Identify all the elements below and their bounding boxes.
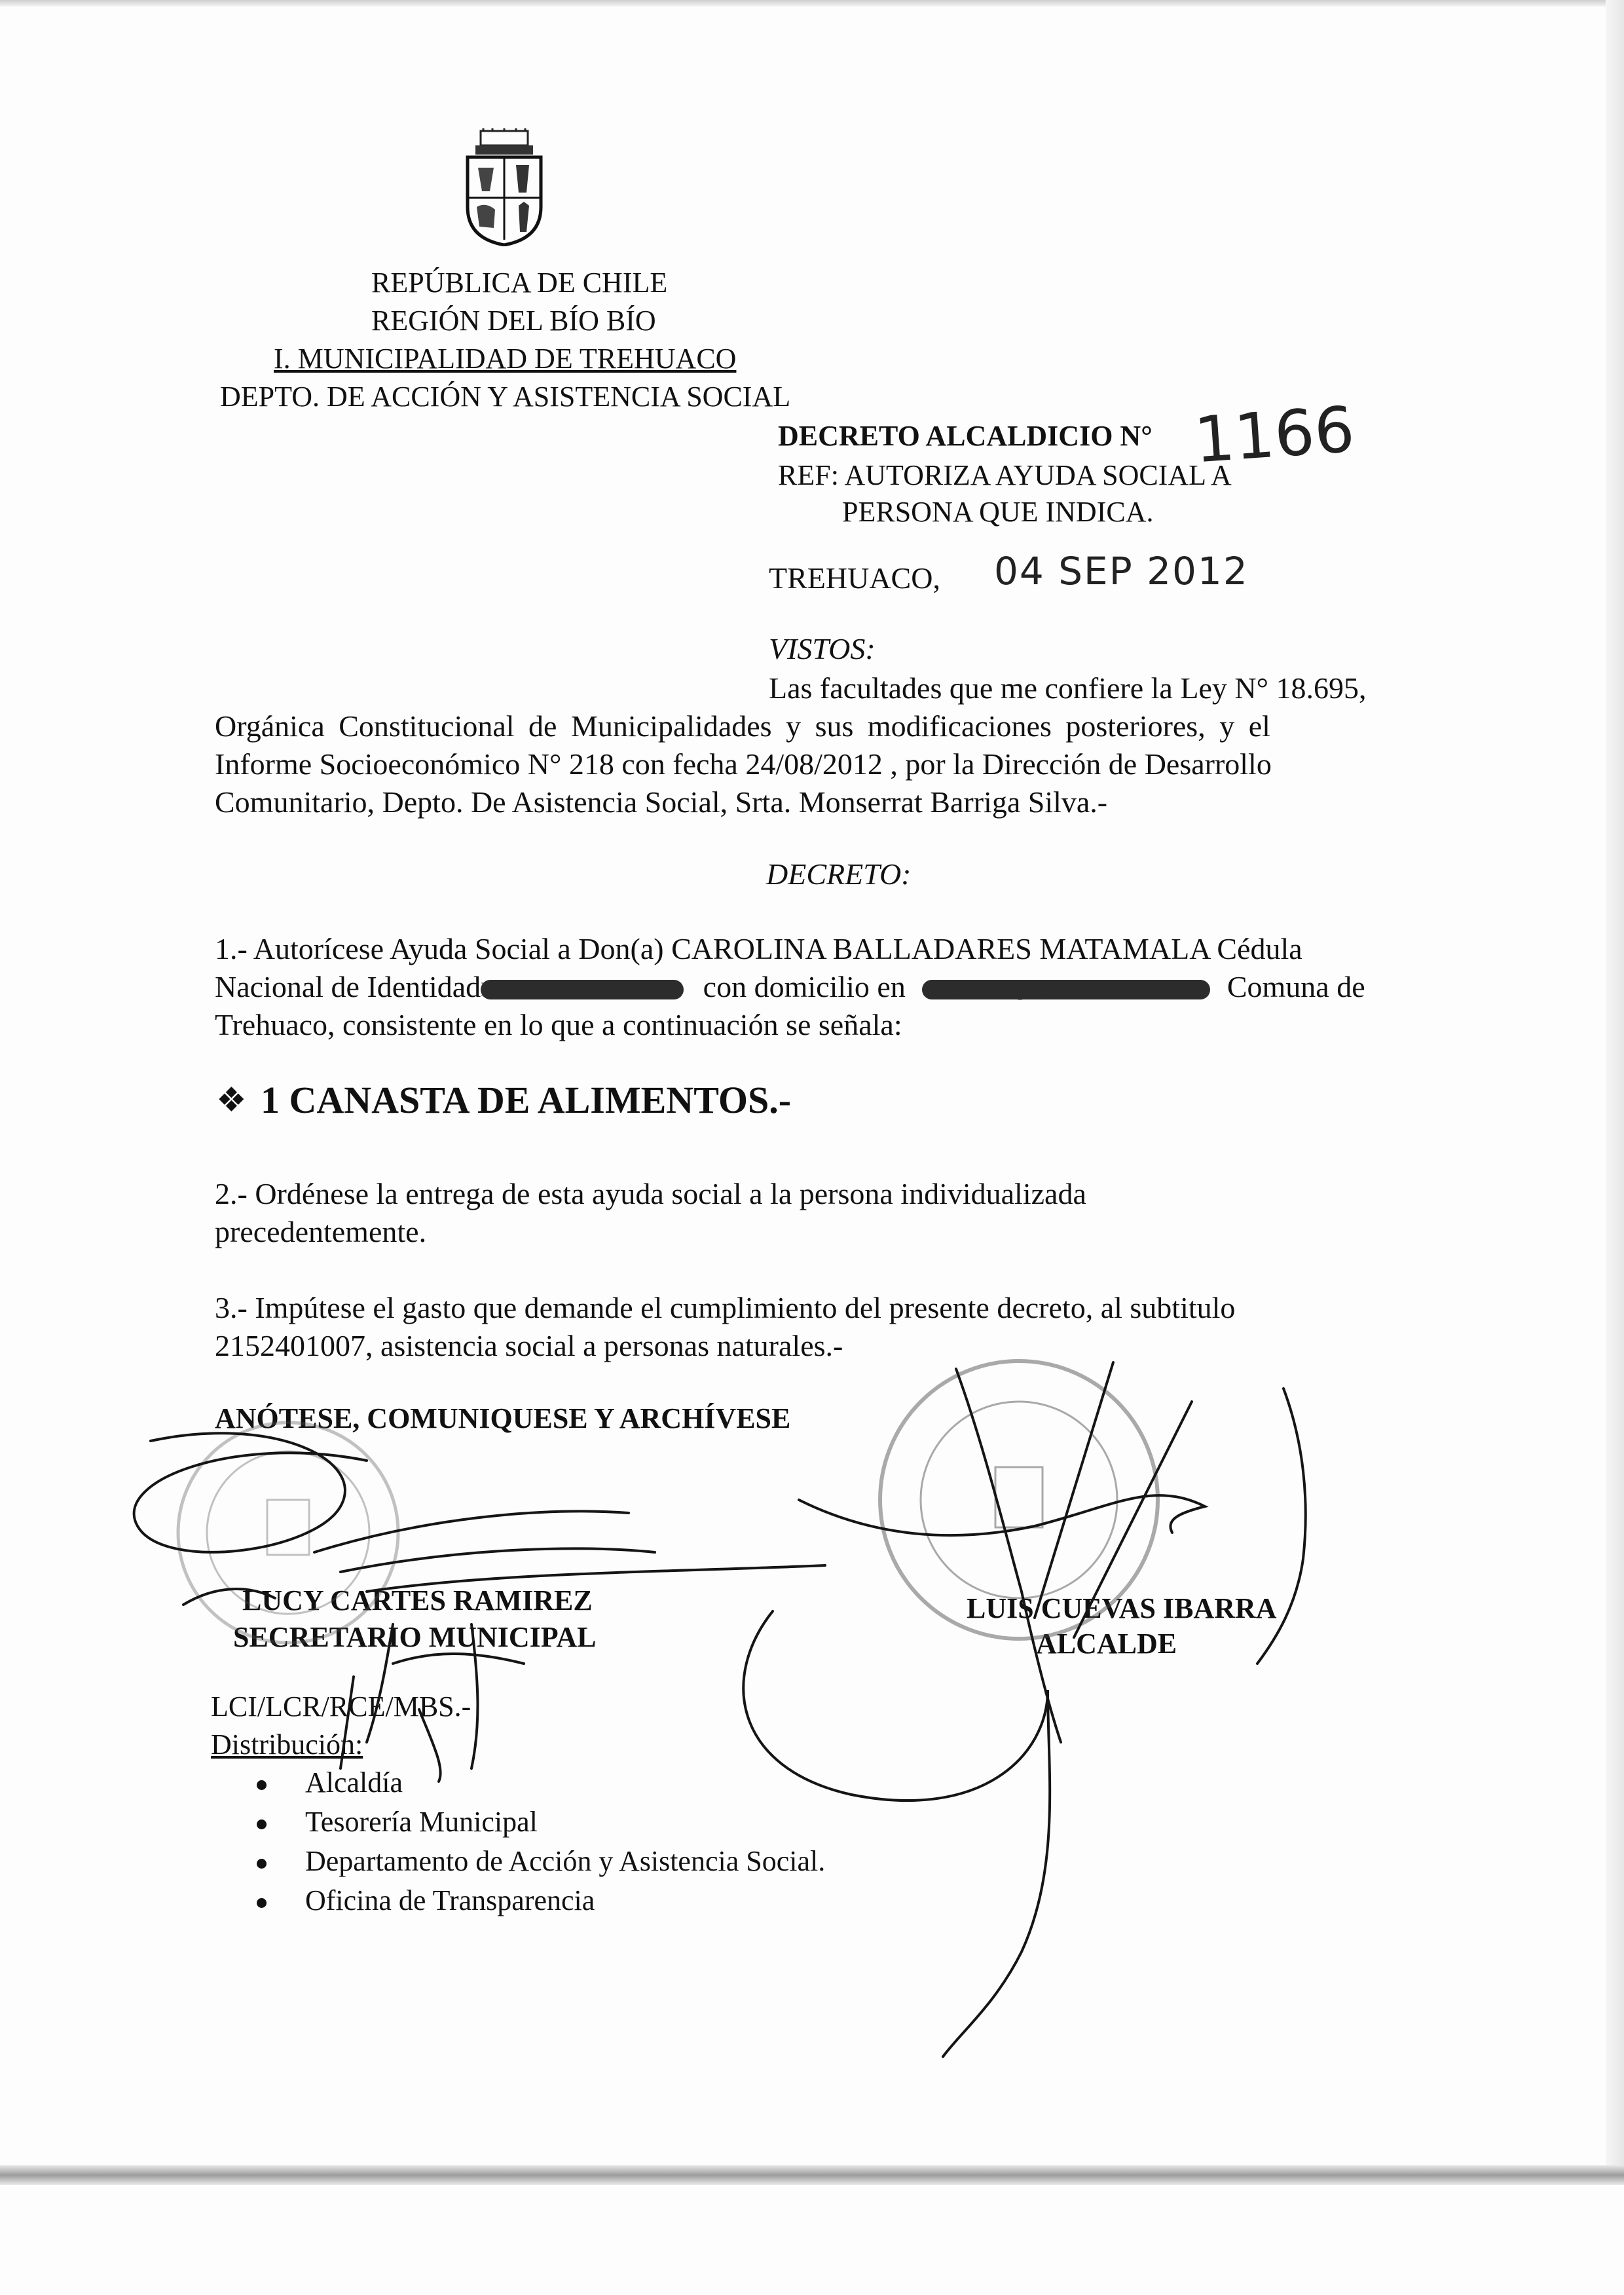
decree-number-label: DECRETO ALCALDICIO N° [778, 420, 1153, 452]
item-3-line-2: 2152401007, asistencia social a personas naturales.- [215, 1329, 843, 1362]
redacted-id-number: N° 16328126-0 [481, 980, 684, 999]
vistos-line-4: Comunitario, Depto. De Asistencia Social, Srta. Monserrat Barriga Silva.- [215, 785, 1108, 819]
item-3-line-1: 3.- Impútese el gasto que demande el cumplimiento del presente decreto, al subtitulo [215, 1291, 1236, 1324]
distribution-label: Distribución: [211, 1728, 363, 1761]
reference-line-1: REF: AUTORIZA AYUDA SOCIAL A [778, 459, 1232, 491]
redacted-address: Sector Goropeumo, [922, 980, 1210, 999]
bullet-icon [257, 1898, 267, 1908]
header-depto: DEPTO. DE ACCIÓN Y ASISTENCIA SOCIAL [220, 381, 791, 413]
item-1-line-2-a: Nacional de Identidad [215, 970, 481, 1003]
item-1-line-3: Trehuaco, consistente en lo que a continuación se señala: [215, 1008, 902, 1041]
place-label: TREHUACO, [769, 561, 940, 595]
right-signatory-name: LUIS CUEVAS IBARRA [967, 1592, 1277, 1624]
initials: LCI/LCR/RCE/MBS.- [211, 1690, 471, 1723]
decree-number-handwritten: 1166 [1192, 392, 1357, 477]
bullet-icon [257, 1859, 267, 1869]
header-republica: REPÚBLICA DE CHILE [371, 267, 668, 299]
vistos-line-1: Las facultades que me confiere la Ley N° 18.695, [769, 671, 1367, 705]
scan-edge-right [1606, 0, 1624, 2174]
scan-edge-top [0, 0, 1624, 7]
header-municipalidad: I. MUNICIPALIDAD DE TREHUACO [274, 343, 737, 375]
header-region: REGIÓN DEL BÍO BÍO [371, 305, 656, 337]
item-2-line-1: 2.- Ordénese la entrega de esta ayuda social a la persona individualizada [215, 1177, 1086, 1210]
bullet-icon [257, 1780, 267, 1790]
vistos-heading: VISTOS: [769, 632, 876, 665]
date-stamp: 04 SEP 2012 [994, 549, 1249, 593]
municipal-crest-icon [461, 128, 547, 246]
distribution-item: Alcaldía [305, 1766, 403, 1799]
distribution-item: Departamento de Acción y Asistencia Social. [305, 1845, 826, 1877]
decreto-heading: DECRETO: [766, 857, 912, 891]
diamond-bullet-icon: ❖ [216, 1082, 247, 1119]
item-1-line-2 [215, 969, 1365, 1004]
item-1-line-2-b: con domicilio en [703, 970, 906, 1003]
left-signatory-title: SECRETARIO MUNICIPAL [233, 1621, 597, 1653]
vistos-line-3: Informe Socioeconómico N° 218 con fecha 24/08/2012 , por la Dirección de Desarrollo [215, 747, 1272, 781]
item-2-line-2: precedentemente. [215, 1215, 427, 1248]
vistos-line-2: Orgánica Constitucional de Municipalidades y sus modificaciones posteriores, y el [215, 709, 1270, 743]
scan-edge-bottom [0, 2165, 1624, 2185]
closing-formula: ANÓTESE, COMUNIQUESE Y ARCHÍVESE [215, 1402, 791, 1434]
bullet-icon [257, 1819, 267, 1829]
item-1-line-2-c: Comuna de [1227, 970, 1365, 1003]
aid-item-highlight: 1 CANASTA DE ALIMENTOS.- [261, 1079, 792, 1121]
right-signatory-title: ALCALDE [1036, 1628, 1177, 1660]
reference-line-2: PERSONA QUE INDICA. [842, 496, 1154, 528]
left-signatory-name: LUCY CARTES RAMIREZ [242, 1584, 593, 1616]
item-1-line-1: 1.- Autorícese Ayuda Social a Don(a) CAROLINA BALLADARES MATAMALA Cédula [215, 932, 1302, 965]
distribution-item: Tesorería Municipal [305, 1806, 538, 1838]
distribution-item: Oficina de Transparencia [305, 1884, 595, 1916]
right-signature [743, 1362, 1305, 2057]
